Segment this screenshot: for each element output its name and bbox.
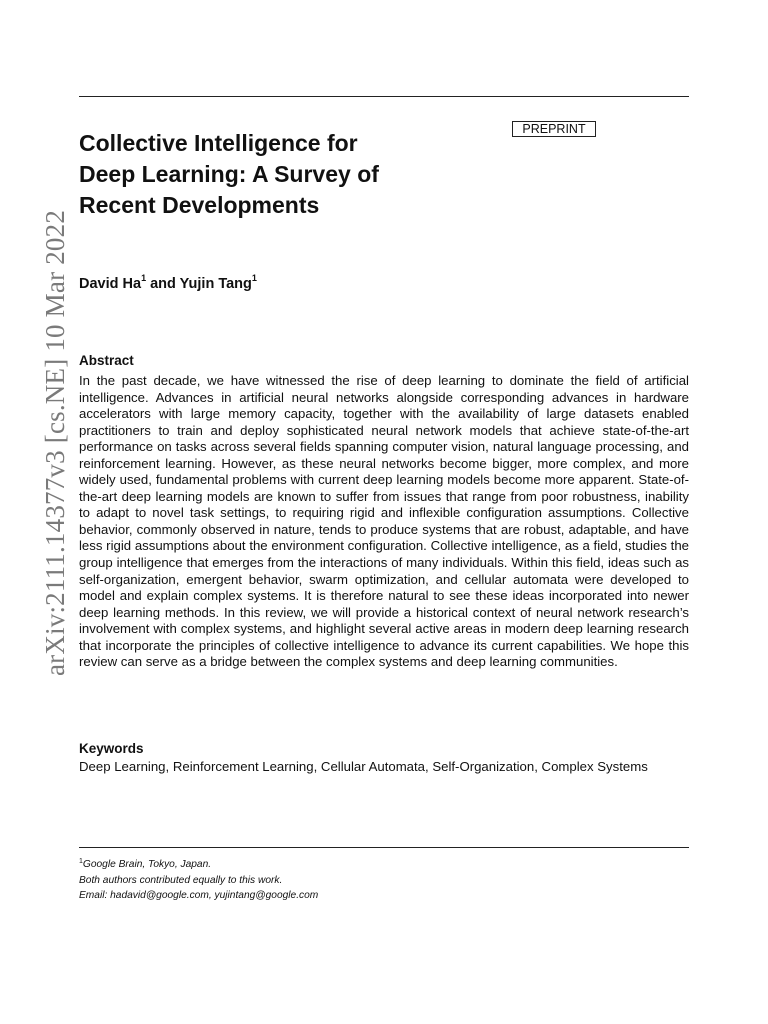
author-list xyxy=(79,273,257,292)
footnotes xyxy=(79,857,689,904)
abstract-heading: Abstract xyxy=(79,353,134,368)
footnote-affiliation-mark: 1 xyxy=(79,858,83,865)
keywords-list: Deep Learning, Reinforcement Learning, Cellular Automata, Self-Organization, Complex Systems xyxy=(79,759,648,774)
header-rule xyxy=(79,96,689,97)
author-name-2: Yujin Tang xyxy=(179,276,252,292)
keywords-heading: Keywords xyxy=(79,741,144,756)
title-line-2: Deep Learning: A Survey of xyxy=(79,161,379,187)
author-conjunction: and xyxy=(146,276,180,292)
author-affiliation-mark-2: 1 xyxy=(251,273,257,283)
footnote-email[interactable]: Email: hadavid@google.com, yujintang@google.com xyxy=(79,890,319,901)
author-affiliation-mark-1: 1 xyxy=(141,273,147,283)
abstract-text: In the past decade, we have witnessed the rise of deep learning to dominate the field of artificial intelligence. Advances in artificial neural networks alongside corresponding advances in hardware accelerators with large memory capacity, together with the availability of large datasets enabled practitioners to train and deploy sophisticated neural network models that achieve state-of-the-art performance on tasks across several fields spanning computer vision, natural language processing, and reinforcement learning. However, as these neural networks become bigger, more complex, and more widely used, fundamental problems with current deep learning models become more apparent. State-of-the-art deep learning models are known to suffer from issues that range from poor robustness, inability to adapt to novel task settings, to requiring rigid and inflexible configuration assumptions. Collective behavior, commonly observed in nature, tends to produce systems that are robust, adaptable, and have less rigid assumptions about the environment configuration. Collective intelligence, as a field, studies the group intelligence that emerges from the interactions of many individuals. Within this field, ideas such as self-organization, emergent behavior, swarm optimization, and cellular automata were developed to model and explain complex systems. It is therefore natural to see these ideas incorporated into newer deep learning methods. In this review, we will provide a historical context of neural network research’s involvement with complex systems, and highlight several active areas in modern deep learning research that incorporate the principles of collective intelligence to advance its current capabilities. We hope this review can serve as a bridge between the complex systems and deep learning communities. xyxy=(79,373,689,670)
footnote-affiliation xyxy=(79,857,689,873)
footnote-rule xyxy=(79,847,689,848)
paper-title xyxy=(79,128,459,221)
arxiv-identifier-stamp[interactable]: arXiv:2111.14377v3 [cs.NE] 10 Mar 2022 xyxy=(40,209,70,676)
author-name-1: David Ha xyxy=(79,276,142,292)
footnote-affiliation-text: Google Brain, Tokyo, Japan. xyxy=(82,859,212,870)
title-line-1: Collective Intelligence for xyxy=(79,130,358,156)
title-line-3: Recent Developments xyxy=(79,192,320,218)
footnote-equal-contribution: Both authors contributed equally to this work. xyxy=(79,874,283,886)
preprint-badge: PREPRINT xyxy=(512,121,596,137)
